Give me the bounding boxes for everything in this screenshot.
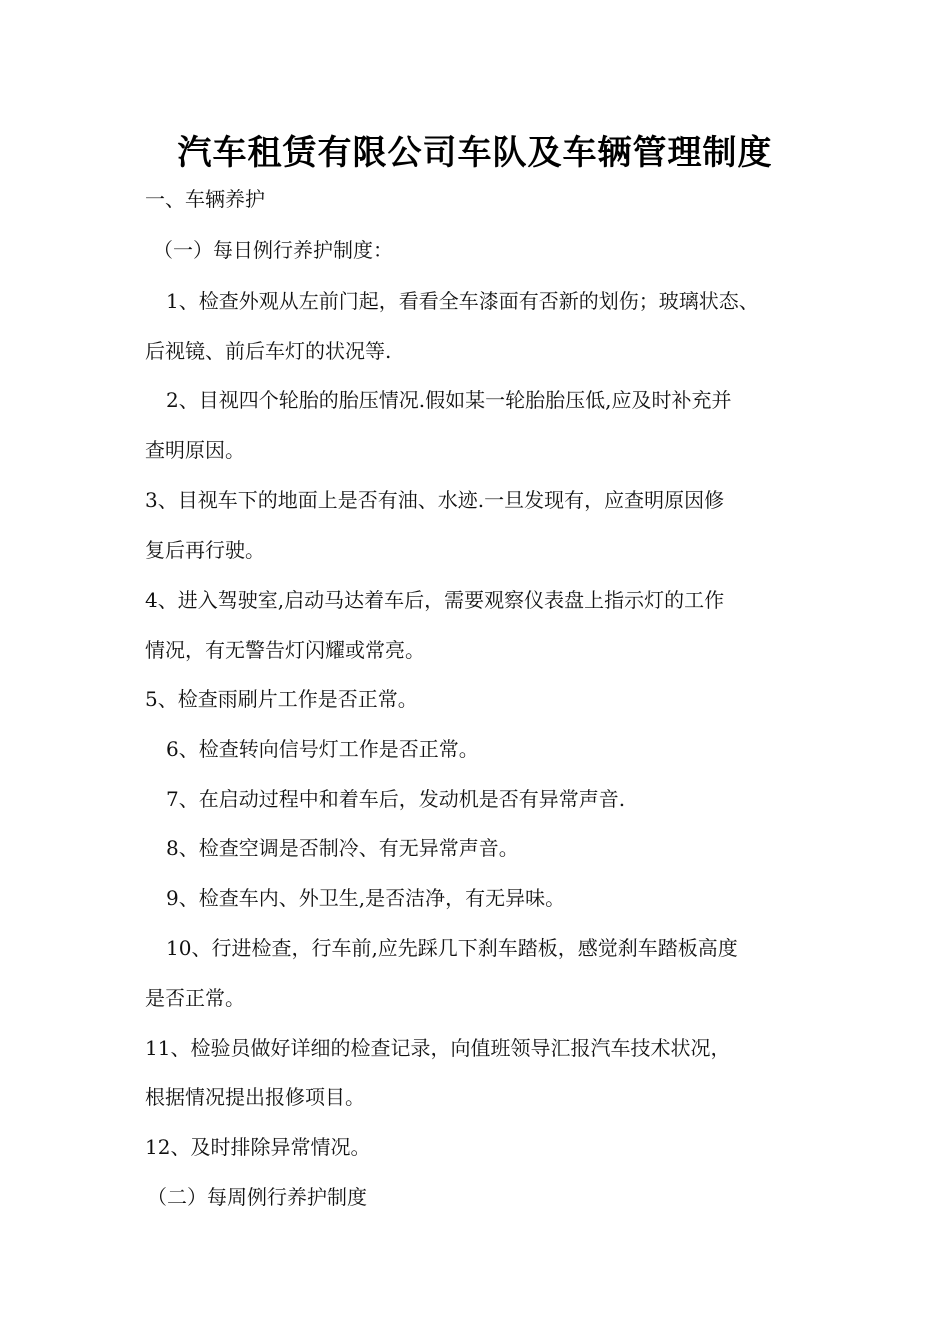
paragraph-line: 4、进入驾驶室,启动马达着车后，需要观察仪表盘上指示灯的工作 xyxy=(145,588,725,612)
paragraph-line: 10、行进检查，行车前,应先踩几下刹车踏板，感觉刹车踏板高度 xyxy=(166,936,738,960)
section-heading-vehicle-maintenance: 一、车辆养护 xyxy=(145,187,265,211)
paragraph-line: 根据情况提出报修项目。 xyxy=(145,1085,365,1109)
paragraph-line: 5、检查雨刷片工作是否正常。 xyxy=(145,687,418,711)
subsection-heading-weekly: （二）每周例行养护制度 xyxy=(147,1185,367,1209)
paragraph-line: 2、目视四个轮胎的胎压情况.假如某一轮胎胎压低,应及时补充并 xyxy=(166,388,732,412)
paragraph-line: 3、目视车下的地面上是否有油、水迹.一旦发现有，应查明原因修 xyxy=(145,488,725,512)
paragraph-line: 9、检查车内、外卫生,是否洁净，有无异味。 xyxy=(166,886,566,910)
paragraph-line: 7、在启动过程中和着车后，发动机是否有异常声音. xyxy=(166,787,626,811)
paragraph-line: 6、检查转向信号灯工作是否正常。 xyxy=(166,737,479,761)
paragraph-line: 8、检查空调是否制冷、有无异常声音。 xyxy=(166,836,519,860)
subsection-heading-daily: （一）每日例行养护制度： xyxy=(153,238,393,262)
paragraph-line: 1、检查外观从左前门起，看看全车漆面有否新的划伤；玻璃状态、 xyxy=(166,289,759,313)
paragraph-line: 是否正常。 xyxy=(145,986,245,1010)
paragraph-line: 后视镜、前后车灯的状况等. xyxy=(145,339,392,363)
document-title: 汽车租赁有限公司车队及车辆管理制度 xyxy=(177,133,773,173)
paragraph-line: 复后再行驶。 xyxy=(145,538,265,562)
paragraph-line: 12、及时排除异常情况。 xyxy=(145,1135,371,1159)
paragraph-line: 查明原因。 xyxy=(145,438,245,462)
paragraph-line: 11、检验员做好详细的检查记录，向值班领导汇报汽车技术状况， xyxy=(145,1036,731,1060)
paragraph-line: 情况，有无警告灯闪耀或常亮。 xyxy=(145,638,425,662)
